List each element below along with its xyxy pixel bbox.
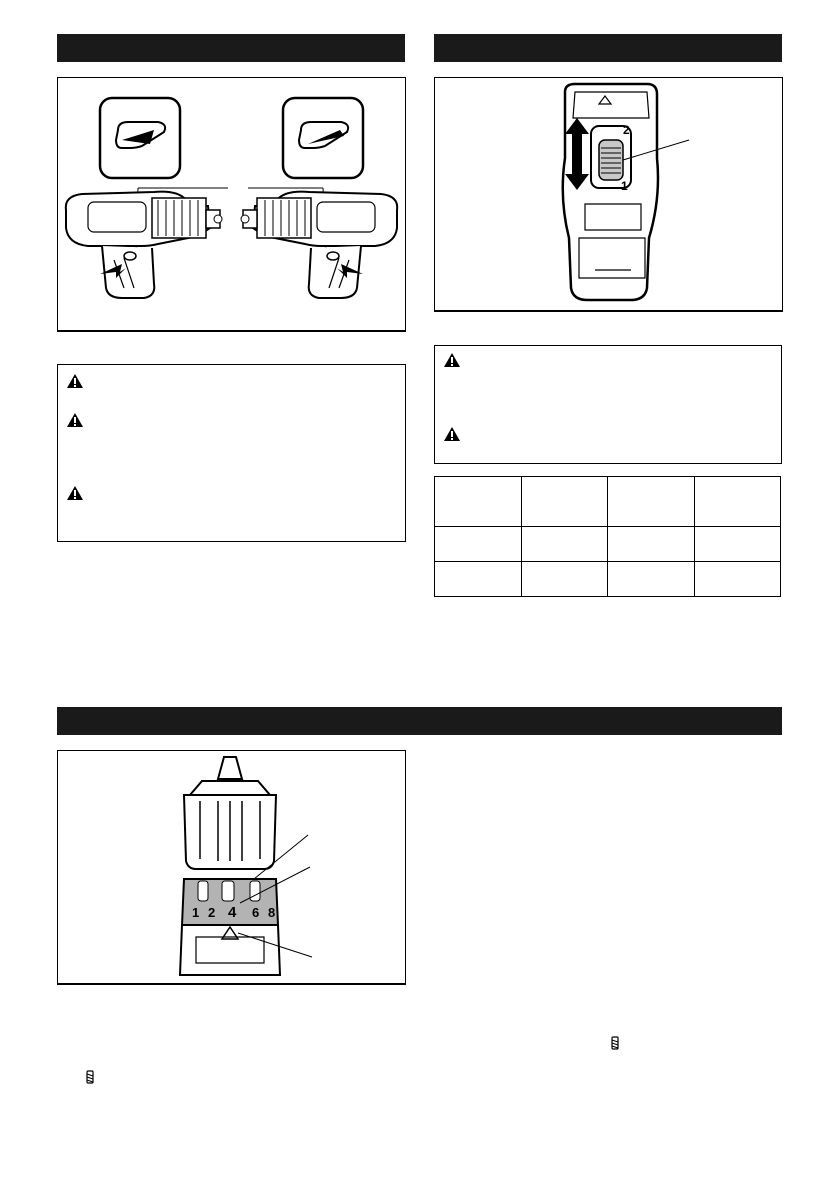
table-cell (435, 562, 522, 597)
speed-table (434, 476, 781, 597)
table-row (435, 527, 781, 562)
drill-right-drawing (241, 192, 397, 298)
table-cell (608, 477, 695, 527)
warning-box-left (57, 364, 406, 542)
drill-bit-icon (85, 1070, 95, 1084)
drill-top-body (563, 84, 658, 300)
warning-triangle-icon (443, 352, 461, 368)
warning-triangle-icon (443, 426, 461, 442)
warning-triangle-icon (66, 373, 84, 389)
table-cell (521, 562, 608, 597)
figure-reversing-switch (57, 77, 406, 332)
section-header-bar-speed-change (434, 34, 782, 62)
table-row (435, 562, 781, 597)
ring-number-2: 2 (208, 905, 216, 920)
speed-lever (599, 140, 623, 180)
figure-speed-change (434, 77, 783, 312)
table-cell (521, 527, 608, 562)
warning-box-right (434, 345, 782, 464)
section-header-bar-switch (57, 34, 405, 62)
table-cell (694, 527, 781, 562)
table-cell (435, 527, 522, 562)
ring-number-1: 1 (192, 905, 200, 920)
speed-mark-2: 2 (623, 123, 630, 137)
section-header-bar-torque (57, 707, 782, 735)
warning-triangle-icon (66, 412, 84, 428)
torque-ring-illustration (58, 751, 405, 983)
drill-bit-icon (610, 1036, 620, 1050)
table-cell (608, 527, 695, 562)
ring-number-8: 8 (268, 905, 276, 920)
speed-mark-1: 1 (621, 179, 628, 193)
table-cell (608, 562, 695, 597)
ring-number-4: 4 (228, 904, 237, 921)
reversing-switch-illustration (58, 78, 405, 330)
table-cell (521, 477, 608, 527)
table-cell (694, 477, 781, 527)
drill-left-drawing (66, 192, 222, 298)
figure-torque-ring (57, 750, 406, 985)
ring-number-6: 6 (252, 905, 260, 920)
warning-triangle-icon (66, 485, 84, 501)
table-cell (694, 562, 781, 597)
table-cell (435, 477, 522, 527)
table-row (435, 477, 781, 527)
speed-change-illustration (435, 78, 782, 310)
